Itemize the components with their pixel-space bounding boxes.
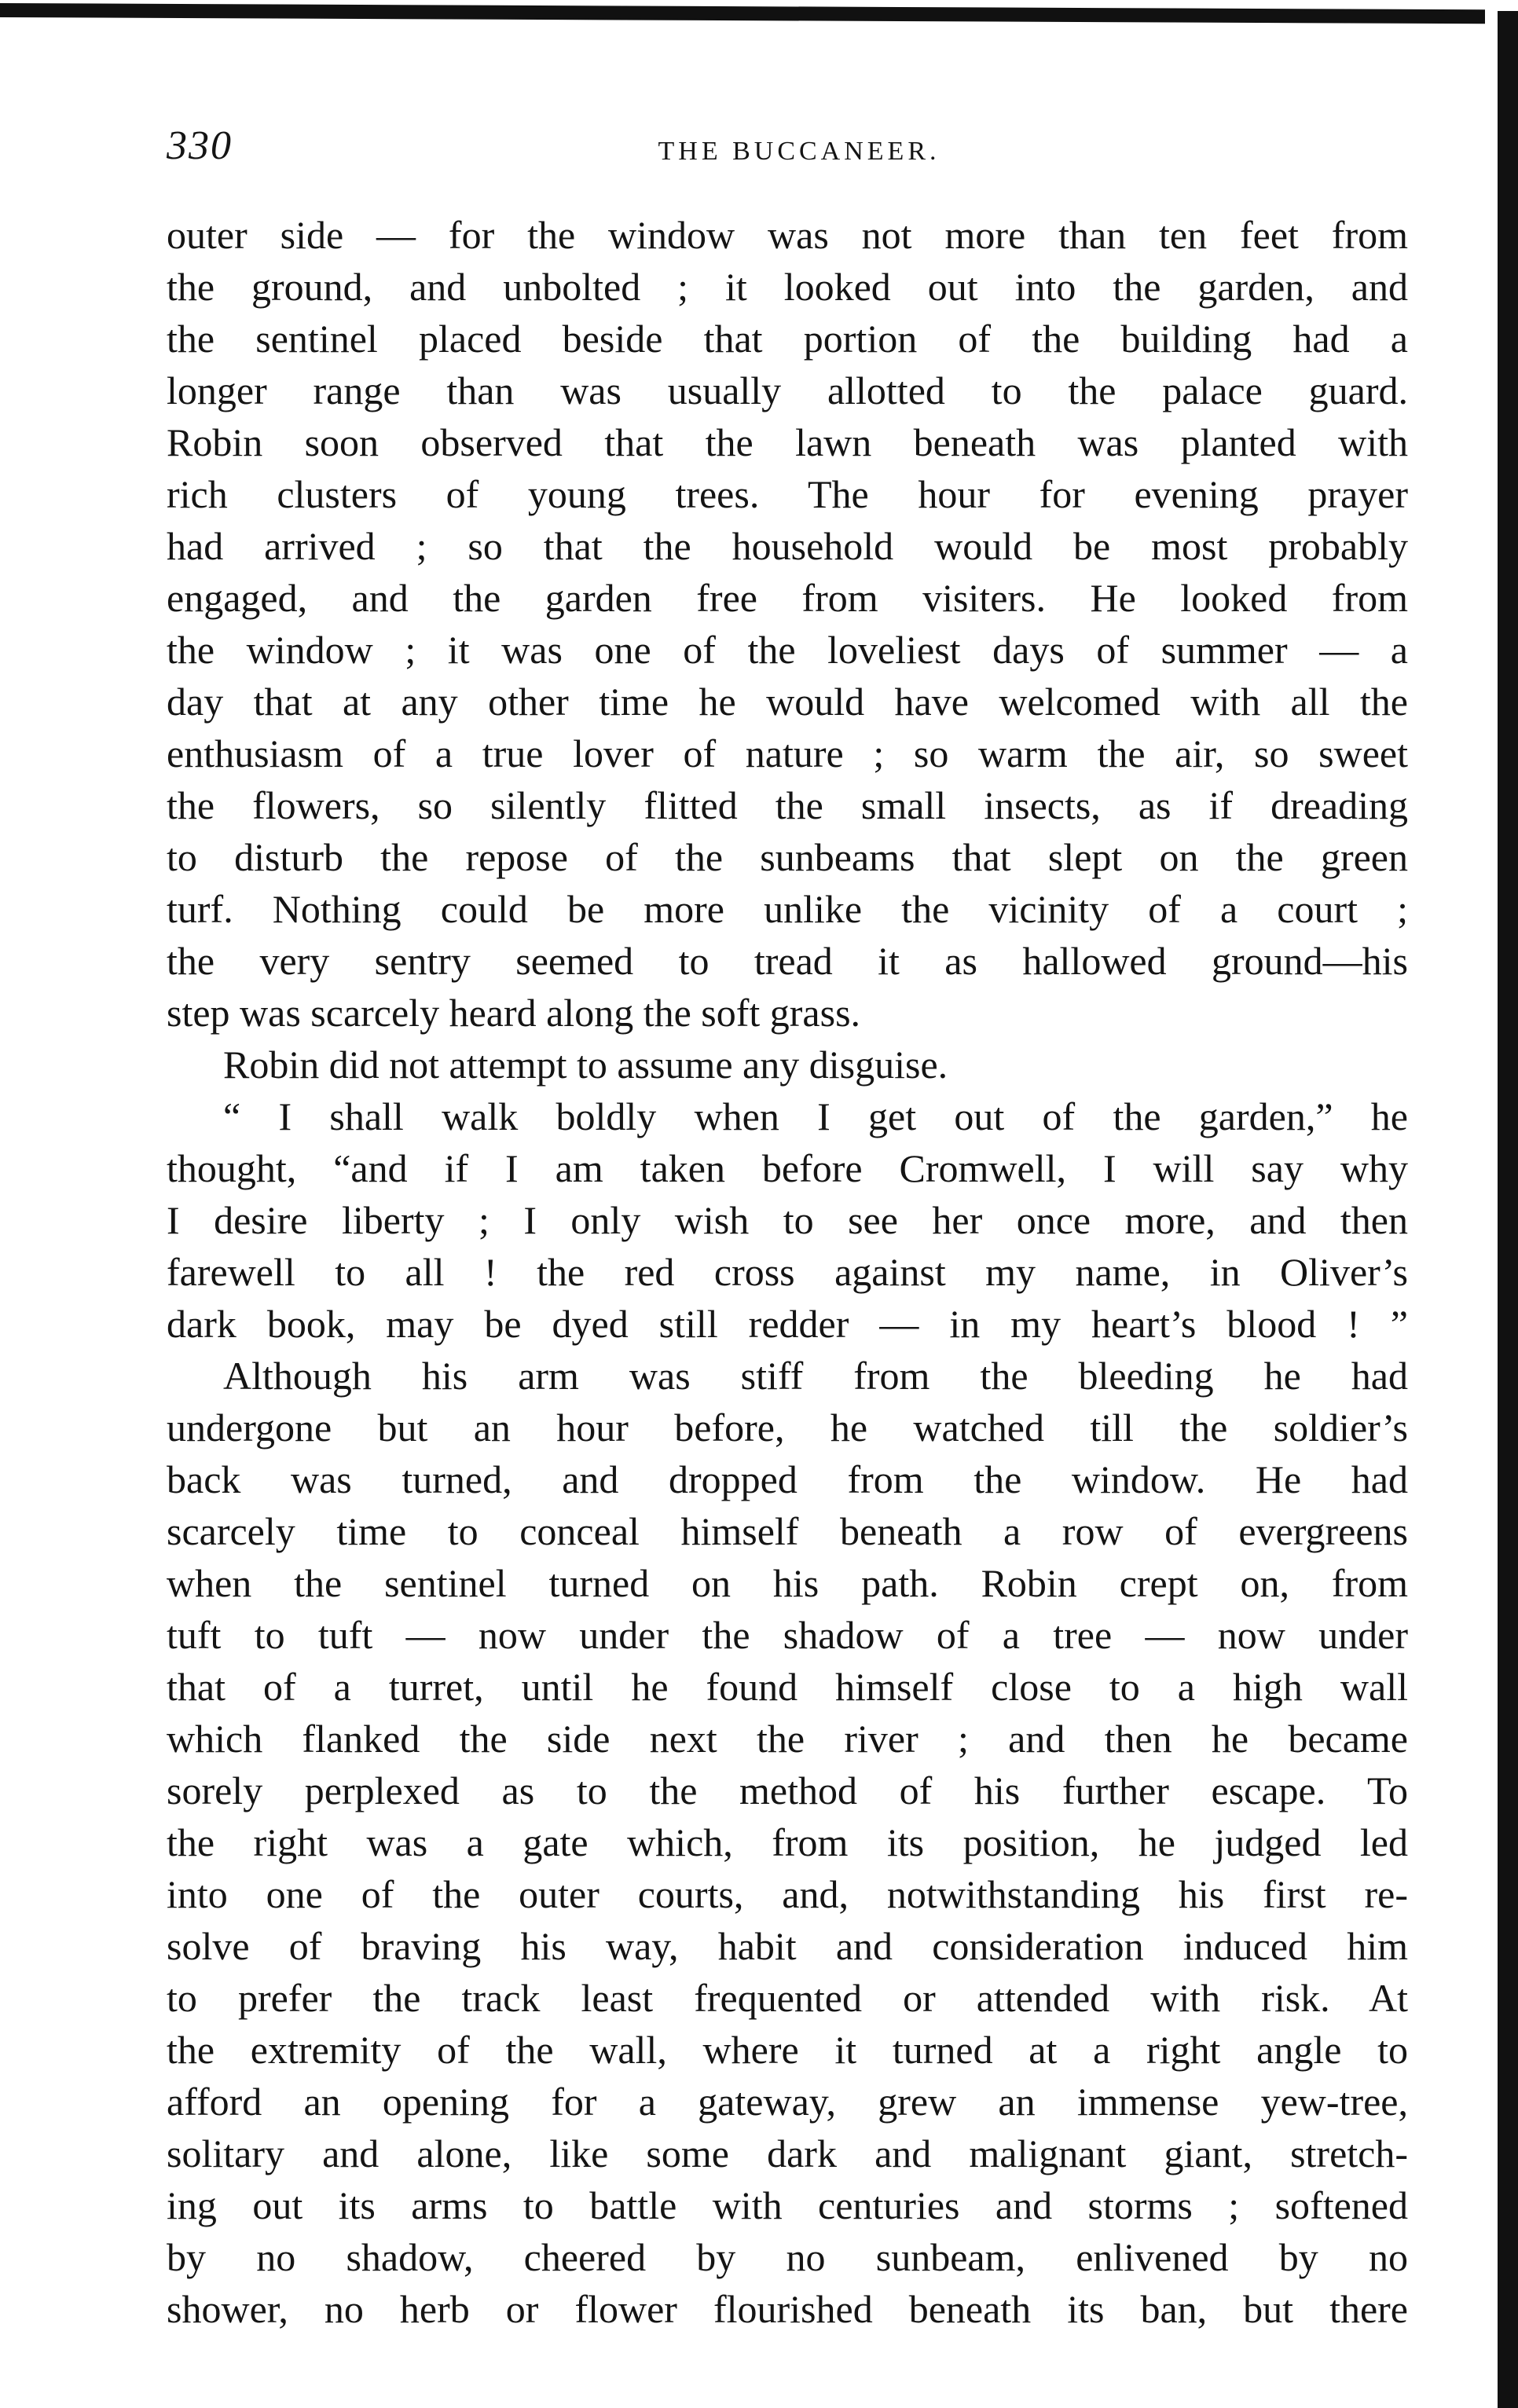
text-line: afford an opening for a gateway, grew an immense yew-tree, bbox=[167, 2080, 1408, 2124]
text-line: Robin soon observed that the lawn beneath was planted with bbox=[167, 420, 1408, 464]
text-line: by no shadow, cheered by no sunbeam, enlivened by no bbox=[167, 2235, 1408, 2279]
text-line: sorely perplexed as to the method of his further escape. To bbox=[167, 1768, 1408, 1812]
text-line: into one of the outer courts, and, notwithstanding his first re- bbox=[167, 1872, 1408, 1916]
text-line: solitary and alone, like some dark and malignant giant, stretch- bbox=[167, 2131, 1408, 2175]
text-line: tuft to tuft — now under the shadow of a tree — now under bbox=[167, 1613, 1408, 1657]
text-line: undergone but an hour before, he watched till the soldier’s bbox=[167, 1406, 1408, 1450]
body-text bbox=[167, 209, 1408, 2335]
text-line: back was turned, and dropped from the window. He had bbox=[167, 1457, 1408, 1501]
text-line: day that at any other time he would have welcomed with all the bbox=[167, 680, 1408, 724]
text-line: the flowers, so silently flitted the small insects, as if dreading bbox=[167, 783, 1408, 827]
text-line: the sentinel placed beside that portion of the building had a bbox=[167, 317, 1408, 361]
page-header bbox=[167, 119, 1408, 182]
running-head: THE BUCCANEER. bbox=[658, 137, 940, 166]
text-line: solve of braving his way, habit and consideration induced him bbox=[167, 1924, 1408, 1968]
text-line: the very sentry seemed to tread it as hallowed ground—his bbox=[167, 939, 1408, 983]
text-line: to prefer the track least frequented or attended with risk. At bbox=[167, 1976, 1408, 2020]
text-line: the ground, and unbolted ; it looked out into the garden, and bbox=[167, 265, 1408, 309]
text-line: to disturb the repose of the sunbeams that slept on the green bbox=[167, 835, 1408, 879]
text-line: thought, “and if I am taken before Cromwell, I will say why bbox=[167, 1146, 1408, 1190]
text-line: scarcely time to conceal himself beneath a row of evergreens bbox=[167, 1509, 1408, 1553]
text-line: had arrived ; so that the household would be most probably bbox=[167, 524, 1408, 568]
text-line: farewell to all ! the red cross against my name, in Oliver’s bbox=[167, 1250, 1408, 1294]
text-line: the right was a gate which, from its position, he judged led bbox=[167, 1820, 1408, 1864]
text-line: “ I shall walk boldly when I get out of the garden,” he bbox=[223, 1094, 1408, 1138]
text-line: enthusiasm of a true lover of nature ; so warm the air, so sweet bbox=[167, 731, 1408, 775]
text-line: shower, no herb or flower flourished beneath its ban, but there bbox=[167, 2287, 1408, 2331]
text-line: the extremity of the wall, where it turned at a right angle to bbox=[167, 2028, 1408, 2072]
text-line: the window ; it was one of the loveliest days of summer — a bbox=[167, 628, 1408, 672]
text-line: dark book, may be dyed still redder — in my heart’s blood ! ” bbox=[167, 1302, 1408, 1346]
text-line: engaged, and the garden free from visiters. He looked from bbox=[167, 576, 1408, 620]
text-line: I desire liberty ; I only wish to see her once more, and then bbox=[167, 1198, 1408, 1242]
text-line: Robin did not attempt to assume any disguise. bbox=[223, 1043, 948, 1087]
text-line: Although his arm was stiff from the bleeding he had bbox=[223, 1354, 1408, 1398]
right-border-rule bbox=[1498, 11, 1518, 2408]
text-line: step was scarcely heard along the soft grass. bbox=[167, 991, 861, 1035]
text-line: outer side — for the window was not more than ten feet from bbox=[167, 213, 1408, 257]
text-line: which flanked the side next the river ; and then he became bbox=[167, 1717, 1408, 1761]
page-number: 330 bbox=[167, 123, 233, 168]
text-line: rich clusters of young trees. The hour for evening prayer bbox=[167, 472, 1408, 516]
text-line: turf. Nothing could be more unlike the vicinity of a court ; bbox=[167, 887, 1408, 931]
top-border-rule bbox=[0, 3, 1485, 24]
text-line: that of a turret, until he found himself close to a high wall bbox=[167, 1665, 1408, 1709]
text-line: ing out its arms to battle with centuries and storms ; softened bbox=[167, 2183, 1408, 2227]
text-line: longer range than was usually allotted to the palace guard. bbox=[167, 368, 1408, 412]
text-line: when the sentinel turned on his path. Robin crept on, from bbox=[167, 1561, 1408, 1605]
